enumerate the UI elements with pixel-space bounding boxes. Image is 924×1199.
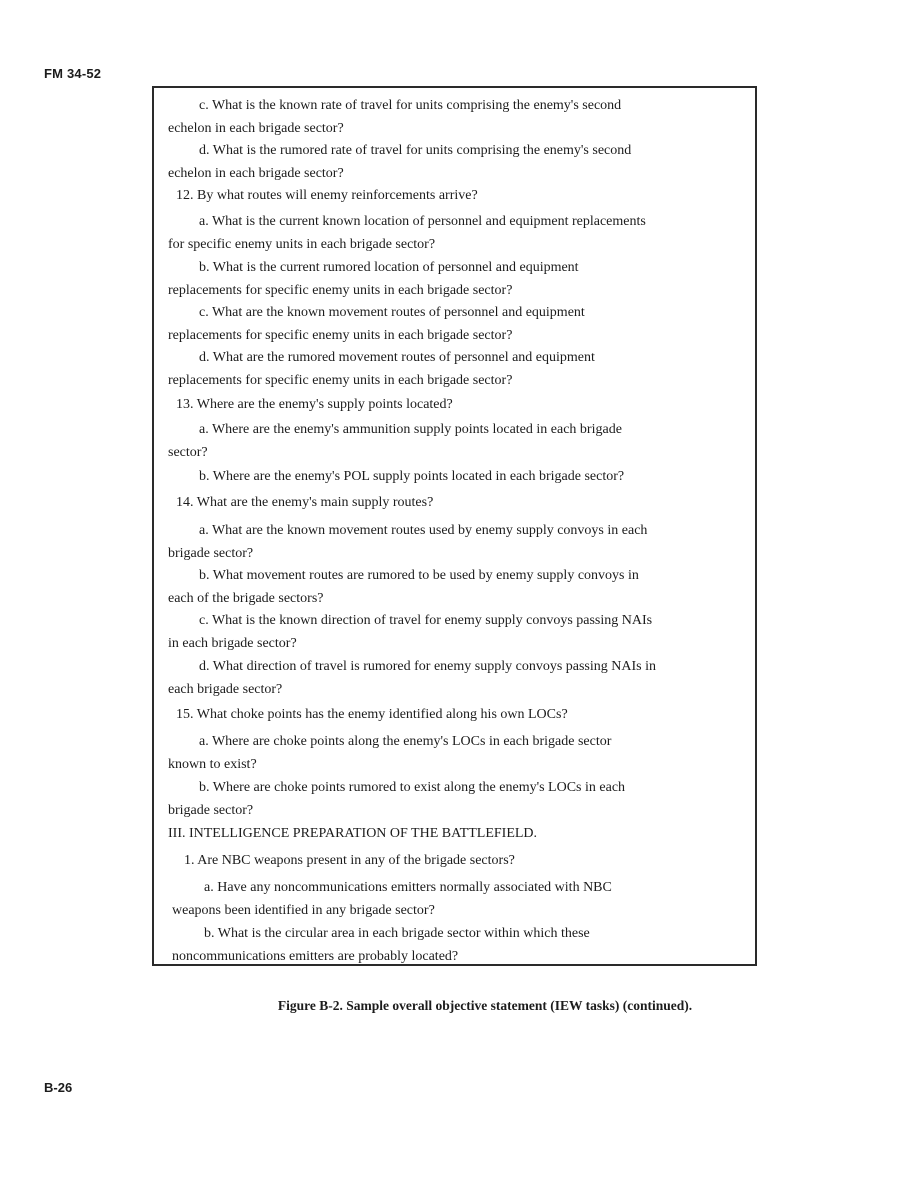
figure-caption <box>0 998 924 1014</box>
text-line: c. What is the known rate of travel for units comprising the enemy's second <box>199 98 622 113</box>
text-line: b. What movement routes are rumored to be used by enemy supply convoys in <box>199 568 639 583</box>
question-iii-1 <box>154 850 755 873</box>
text-line: c. What are the known movement routes of personnel and equipment <box>199 305 585 320</box>
text-line: in each brigade sector? <box>168 635 297 651</box>
text-line: b. Where are the enemy's POL supply points located in each brigade sector? <box>199 469 625 484</box>
text-line: a. Where are choke points along the enemy's LOCs in each brigade sector <box>199 734 612 749</box>
question-d-rumored-rate <box>154 140 755 185</box>
question-iii-1b <box>154 923 755 968</box>
question-12b <box>154 257 755 302</box>
text-line: noncommunications emitters are probably located? <box>172 948 459 964</box>
text-line: 15. What choke points has the enemy identified along his own LOCs? <box>176 707 568 722</box>
question-13a <box>154 419 755 464</box>
text-line: for specific enemy units in each brigade sector? <box>168 236 436 252</box>
text-line: d. What is the rumored rate of travel for units comprising the enemy's second <box>199 143 632 158</box>
question-13 <box>154 394 755 417</box>
question-12d <box>154 347 755 392</box>
question-15b <box>154 777 755 822</box>
text-line: b. What is the circular area in each brigade sector within which these <box>204 926 590 941</box>
text-line: 12. By what routes will enemy reinforcements arrive? <box>176 188 478 203</box>
text-line: known to exist? <box>168 756 257 772</box>
figure-box <box>152 86 757 966</box>
text-line: a. What are the known movement routes used by enemy supply convoys in each <box>199 523 648 538</box>
question-c-known-rate <box>154 95 755 140</box>
manual-code: FM 34-52 <box>44 66 102 81</box>
question-15 <box>154 704 755 727</box>
question-14 <box>154 492 755 515</box>
question-12c <box>154 302 755 347</box>
text-line: weapons been identified in any brigade sector? <box>172 902 435 918</box>
section-iii-heading <box>154 823 755 846</box>
text-line: brigade sector? <box>168 802 254 818</box>
text-line: c. What is the known direction of travel for enemy supply convoys passing NAIs <box>199 613 653 628</box>
text-line: sector? <box>168 444 208 460</box>
text-line: each of the brigade sectors? <box>168 590 324 606</box>
question-13b <box>154 466 755 489</box>
text-line: 1. Are NBC weapons present in any of the brigade sectors? <box>184 853 515 868</box>
text-line: 14. What are the enemy's main supply routes? <box>176 495 434 510</box>
text-line: d. What direction of travel is rumored for enemy supply convoys passing NAIs in <box>199 659 656 674</box>
text-line: echelon in each brigade sector? <box>168 165 344 181</box>
text-line: III. INTELLIGENCE PREPARATION OF THE BATTLEFIELD. <box>168 826 538 841</box>
text-line: a. Where are the enemy's ammunition supply points located in each brigade <box>199 422 622 437</box>
text-line: brigade sector? <box>168 545 254 561</box>
text-line: a. Have any noncommunications emitters normally associated with NBC <box>204 880 612 895</box>
text-line: echelon in each brigade sector? <box>168 120 344 136</box>
text-line: b. Where are choke points rumored to exist along the enemy's LOCs in each <box>199 780 626 795</box>
question-14a <box>154 520 755 565</box>
text-line: replacements for specific enemy units in each brigade sector? <box>168 282 513 298</box>
text-line: replacements for specific enemy units in each brigade sector? <box>168 372 513 388</box>
text-line: each brigade sector? <box>168 681 283 697</box>
question-14d <box>154 656 755 701</box>
question-14c <box>154 610 755 655</box>
question-15a <box>154 731 755 776</box>
text-line: b. What is the current rumored location of personnel and equipment <box>199 260 579 275</box>
text-line: replacements for specific enemy units in each brigade sector? <box>168 327 513 343</box>
caption-text: Figure B-2. Sample overall objective statement (IEW tasks) (continued). <box>277 998 693 1013</box>
text-line: 13. Where are the enemy's supply points located? <box>176 397 453 412</box>
question-iii-1a <box>154 877 755 922</box>
text-line: d. What are the rumored movement routes of personnel and equipment <box>199 350 595 365</box>
page-number: B-26 <box>44 1080 73 1095</box>
text-line: a. What is the current known location of personnel and equipment replacements <box>199 214 646 229</box>
question-12a <box>154 211 755 256</box>
question-12 <box>154 185 755 208</box>
question-14b <box>154 565 755 610</box>
